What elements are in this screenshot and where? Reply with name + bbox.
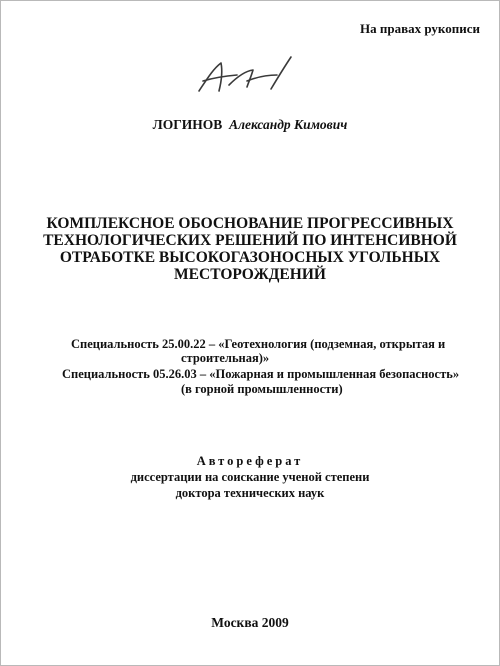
title-line: ОТРАБОТКЕ ВЫСОКОГАЗОНОСНЫХ УГОЛЬНЫХ bbox=[59, 249, 441, 266]
author-name bbox=[1, 117, 499, 133]
title-line: ТЕХНОЛОГИЧЕСКИХ РЕШЕНИЙ ПО ИНТЕНСИВНОЙ bbox=[43, 232, 457, 249]
abstract-line: диссертации на соискание ученой степени bbox=[130, 470, 370, 484]
city-year: Москва 2009 bbox=[211, 615, 289, 630]
manuscript-rights-note: На правах рукописи bbox=[360, 21, 480, 36]
signature-mark bbox=[191, 51, 301, 99]
specialty-line: (в горной промышленности) bbox=[181, 382, 343, 396]
author-first-names: Александр Кимович bbox=[229, 117, 348, 132]
abstract-block bbox=[1, 453, 499, 501]
author-last-name: ЛОГИНОВ bbox=[152, 117, 223, 132]
specialty-line: строительная)» bbox=[181, 351, 270, 365]
abstract-label: Автореферат bbox=[196, 454, 304, 468]
specialty-line: Специальность 05.26.03 – «Пожарная и промышленная безопасность» bbox=[62, 367, 460, 381]
abstract-line: доктора технических наук bbox=[175, 486, 325, 500]
title-line: МЕСТОРОЖДЕНИЙ bbox=[174, 266, 326, 283]
specialty-line: Специальность 25.00.22 – «Геотехнология (подземная, открытая и bbox=[71, 337, 446, 351]
title-line: КОМПЛЕКСНОЕ ОБОСНОВАНИЕ ПРОГРЕССИВНЫХ bbox=[46, 215, 454, 232]
dissertation-title bbox=[17, 215, 483, 283]
